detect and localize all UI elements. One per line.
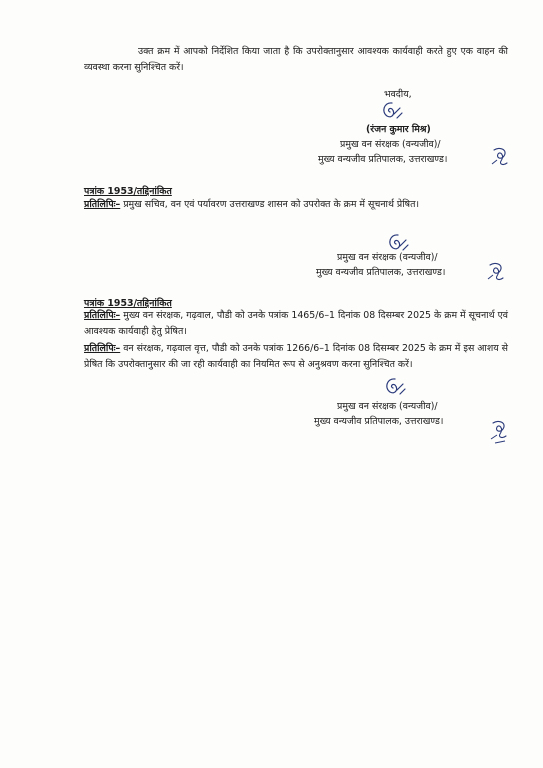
signatory-name: (रंजन कुमार मिश्र)	[366, 124, 431, 135]
endorsement-2-copy-1	[84, 308, 508, 340]
endorsement-2-ref: पत्रांक 1953/तद्दिनांकित	[84, 298, 172, 309]
endorsement-2-copy-2-text: वन संरक्षक, गढ़वाल वृत्त, पौडी को उनके पत्रांक 1266/6–1 दिनांक 08 दिसम्बर 2025 के क्रम में इस आशय से प्रेषित कि उपरोक्तानुसार की जा रही कार्यवाही का नियमित रूप से अनुश्रवण करना सुनिश्चित करें।	[84, 343, 508, 370]
endorsement-1-designation-2: मुख्य वन्यजीव प्रतिपालक, उत्तराखण्ड।	[316, 267, 446, 278]
handwritten-initial-2	[484, 259, 508, 285]
endorsement-2-copy-1-label: प्रतिलिपिः–	[84, 310, 121, 321]
endorsement-2-designation-2: मुख्य वन्यजीव प्रतिपालक, उत्तराखण्ड।	[314, 416, 444, 427]
signature-initial-1	[378, 100, 404, 122]
closing-salutation: भवदीय,	[384, 89, 412, 100]
endorsement-2-copy-2	[84, 341, 508, 373]
handwritten-initial-1	[488, 144, 512, 170]
signatory-designation-2: मुख्य वन्यजीव प्रतिपालक, उत्तराखण्ड।	[318, 154, 448, 165]
endorsement-1-label: प्रतिलिपिः–	[84, 199, 121, 210]
endorsement-1-paragraph	[84, 197, 508, 213]
signature-initial-3	[381, 376, 407, 400]
endorsement-2-copy-1-text: मुख्य वन संरक्षक, गढ़वाल, पौडी को उनके पत्रांक 1465/6–1 दिनांक 08 दिसम्बर 2025 के क्रम में सूचनार्थ एवं आवश्यक कार्यवाही हेतु प्रेषित।	[84, 310, 508, 337]
endorsement-1-text: प्रमुख सचिव, वन एवं पर्यावरण उत्तराखण्ड शासन को उपरोक्त के क्रम में सूचनार्थ प्रेषित।	[123, 199, 419, 210]
endorsement-2-designation-1: प्रमुख वन संरक्षक (वन्यजीव)/	[337, 401, 438, 412]
endorsement-1-ref: पत्रांक 1953/तद्दिनांकित	[84, 186, 172, 197]
endorsement-2-copy-2-label: प्रतिलिपिः–	[84, 343, 121, 354]
intro-text: उक्त क्रम में आपको निर्देशित किया जाता है कि उपरोक्तानुसार आवश्यक कार्यवाही करते हुए एक वाहन की व्यवस्था करना सुनिश्चित करें।	[84, 46, 508, 73]
intro-paragraph	[84, 44, 508, 76]
handwritten-initial-3	[487, 417, 511, 447]
signatory-designation-1: प्रमुख वन संरक्षक (वन्यजीव)/	[340, 139, 441, 150]
endorsement-1-designation-1: प्रमुख वन संरक्षक (वन्यजीव)/	[337, 252, 438, 263]
